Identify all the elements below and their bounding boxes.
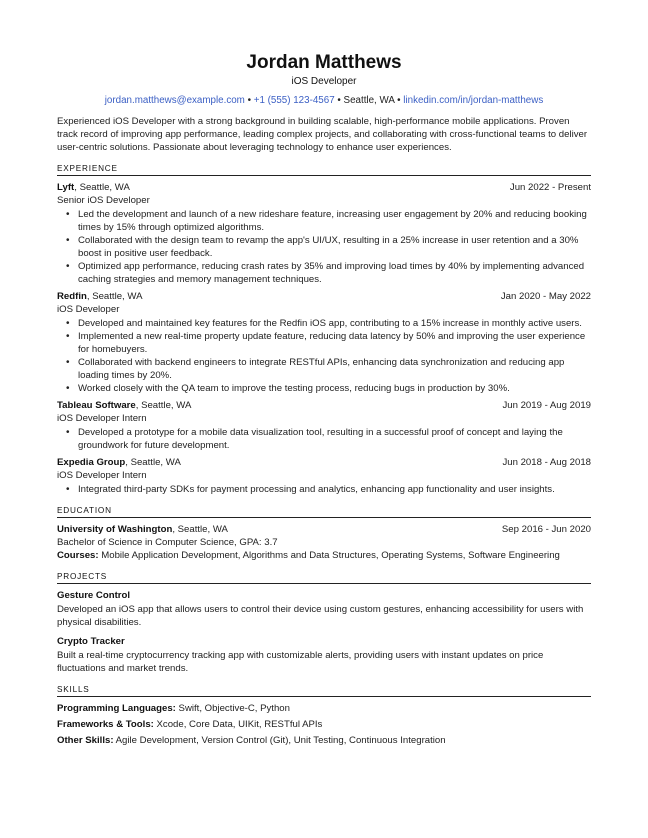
section-title-projects: PROJECTS (57, 571, 591, 584)
project-entry (57, 635, 591, 675)
summary-paragraph: Experienced iOS Developer with a strong background in building scalable, high-performance mobile applications. Proven track record of improving app performance, leading complex projects, and collaborating with cross-functional teams to deliver user-centric solutions. Passionate about leveraging technology to enhance user experiences. (57, 116, 588, 153)
company-location: , Seattle, WA (74, 182, 130, 193)
entry-header (57, 181, 591, 194)
school-location: , Seattle, WA (172, 524, 228, 535)
entry-header (57, 523, 591, 536)
school-name: University of Washington (57, 524, 173, 535)
job-role: iOS Developer (57, 304, 120, 315)
email-link[interactable]: jordan.matthews@example.com (104, 95, 245, 106)
skill-value: Swift, Objective-C, Python (175, 703, 290, 714)
experience-entry (57, 456, 591, 496)
bullet-item: • Developed and maintained key features for the Redfin iOS app, contributing to a 15% increase in monthly active users. (57, 317, 591, 330)
experience-entry (57, 290, 591, 395)
contact-line (57, 94, 591, 107)
courses-text: Mobile Application Development, Algorithms and Data Structures, Operating Systems, Software Engineering (98, 550, 560, 561)
entry-header (57, 399, 591, 412)
skill-label: Programming Languages: (57, 703, 176, 714)
courses-line (57, 549, 591, 562)
bullet-item: • Developed a prototype for a mobile data visualization tool, resulting in a successful proof of concept and laying the groundwork for future development. (57, 426, 591, 452)
entry-dates: Jun 2018 - Aug 2018 (502, 457, 591, 468)
entry-dates: Jan 2020 - May 2022 (500, 291, 591, 302)
contact-separator: • (247, 95, 252, 106)
project-description: Built a real-time cryptocurrency tracking app with customizable alerts, providing users with instant updates on price fluctuations and market trends. (57, 650, 544, 674)
job-role: iOS Developer Intern (57, 413, 147, 424)
experience-entry (57, 181, 591, 286)
section-title-experience: EXPERIENCE (57, 163, 591, 176)
bullet-item: • Led the development and launch of a new rideshare feature, increasing user engagement by 20% and reducing booking times by 15% through optimized algorithms. (57, 208, 591, 234)
bullet-item: • Integrated third-party SDKs for payment processing and analytics, enhancing app functionality and user insights. (57, 483, 591, 496)
bullet-list (57, 426, 591, 452)
entry-dates: Sep 2016 - Jun 2020 (501, 524, 591, 535)
entry-header (57, 290, 591, 303)
entry-header (57, 456, 591, 469)
skill-label: Frameworks & Tools: (57, 719, 154, 730)
job-role: iOS Developer Intern (57, 470, 147, 481)
skill-value: Xcode, Core Data, UIKit, RESTful APIs (153, 719, 323, 730)
candidate-title: iOS Developer (291, 76, 357, 87)
skill-label: Other Skills: (57, 735, 114, 746)
contact-separator: • (337, 95, 341, 106)
bullet-item: • Implemented a new real-time property update feature, reducing data latency by 50% and improving the user experience for homebuyers. (57, 330, 591, 356)
skill-row (57, 702, 591, 715)
company-name: Expedia Group (57, 457, 126, 468)
bullet-list (57, 317, 591, 395)
bullet-item: • Worked closely with the QA team to improve the testing process, reducing bugs in production by 30%. (57, 382, 591, 395)
entry-dates: Jun 2022 - Present (509, 182, 591, 193)
bullet-item: • Collaborated with the design team to revamp the app's UI/UX, resulting in a 25% increase in user retention and a 30% boost in positive user feedback. (57, 234, 591, 260)
skill-row (57, 718, 591, 731)
bullet-list (57, 483, 591, 496)
project-title: Crypto Tracker (57, 636, 125, 647)
skill-value: Agile Development, Version Control (Git), Unit Testing, Continuous Integration (113, 735, 446, 746)
degree-text: Bachelor of Science in Computer Science, GPA: 3.7 (57, 537, 278, 548)
company-name: Tableau Software (57, 400, 136, 411)
company-location: , Seattle, WA (125, 457, 181, 468)
candidate-name: Jordan Matthews (246, 52, 402, 73)
courses-label: Courses: (57, 550, 99, 561)
contact-separator: • (397, 95, 401, 106)
company-name: Redfin (57, 291, 87, 302)
skill-row (57, 734, 591, 747)
education-entry (57, 523, 591, 562)
section-title-education: EDUCATION (57, 505, 591, 518)
entry-dates: Jun 2019 - Aug 2019 (502, 400, 591, 411)
company-location: , Seattle, WA (135, 400, 192, 411)
project-entry (57, 589, 591, 629)
bullet-item: • Optimized app performance, reducing crash rates by 35% and improving load times by 40% by implementing advanced caching strategies and memory management techniques. (57, 260, 591, 286)
job-role: Senior iOS Developer (57, 195, 150, 206)
section-title-skills: SKILLS (57, 684, 591, 697)
company-location: , Seattle, WA (86, 291, 143, 302)
experience-entry (57, 399, 591, 452)
bullet-item: • Collaborated with backend engineers to integrate RESTful APIs, enhancing data synchronization and reducing app loading times by 20%. (57, 356, 591, 382)
location-text: Seattle, WA (343, 95, 395, 106)
phone-link[interactable]: +1 (555) 123-4567 (253, 95, 335, 106)
linkedin-link[interactable]: linkedin.com/in/jordan-matthews (403, 95, 544, 106)
bullet-list (57, 208, 591, 286)
company-name: Lyft (57, 182, 75, 193)
project-description: Developed an iOS app that allows users to control their device using custom gestures, enhancing accessibility for users with physical disabilities. (57, 604, 584, 628)
project-title: Gesture Control (57, 590, 131, 601)
